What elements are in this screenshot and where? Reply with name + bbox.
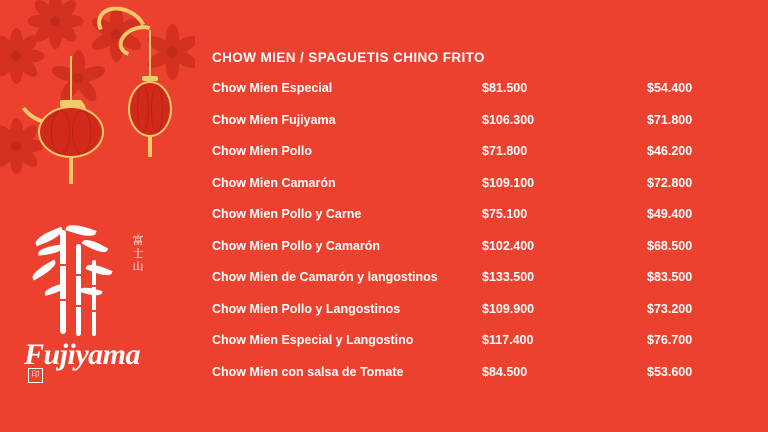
bamboo-leaf-icon [65,222,96,240]
menu-item-price-small: $73.200 [647,301,693,316]
menu-item-name: Chow Mien Pollo y Langostinos [212,301,401,316]
menu-item-price-small: $68.500 [647,238,693,253]
lantern-body [38,106,104,158]
lantern-tassel [69,158,73,184]
menu-content [212,50,752,396]
flower-icon [60,60,96,96]
brand-stamp-icon: 印 [28,368,43,383]
menu-item-row [212,270,752,302]
menu-item-price-large: $109.100 [482,175,535,190]
flower-icon [92,10,140,58]
menu-item-price-large: $109.900 [482,301,535,316]
menu-item-price-large: $102.400 [482,238,535,253]
section-title: CHOW MIEN / SPAGUETIS CHINO FRITO [212,50,485,65]
menu-item-price-small: $46.200 [647,144,693,158]
menu-item-price-small: $53.600 [647,364,693,379]
menu-item-name: Chow Mien Pollo y Camarón [212,238,381,253]
lantern-icon [38,56,104,206]
flower-icon [150,30,194,74]
brand-kanji: 富士山 [132,234,144,273]
flower-icon [0,120,42,172]
menu-item-name: Chow Mien Especial [212,81,333,95]
menu-item-price-large: $75.100 [482,207,528,221]
bamboo-leaf-icon [85,261,112,278]
menu-item-row [212,176,752,208]
menu-item-name: Chow Mien Fujiyama [212,112,336,127]
menu-item-price-large: $84.500 [482,364,528,379]
menu-item-row [212,113,752,145]
menu-item-price-large: $133.500 [482,270,535,284]
menu-item-name: Chow Mien Pollo [212,144,312,158]
flower-icon [0,26,46,86]
lantern-cord [70,56,72,100]
menu-item-price-small: $49.400 [647,207,693,221]
bamboo-leaf-icon [79,285,102,298]
menu-item-price-small: $76.700 [647,333,693,347]
brand-name: Fujiyama [24,338,141,371]
menu-item-list [212,81,752,396]
menu-item-price-small: $72.800 [647,175,693,190]
menu-item-price-small: $54.400 [647,81,693,95]
menu-item-name: Chow Mien con salsa de Tomate [212,364,404,379]
bamboo-leaf-icon [38,244,65,256]
lantern-body [128,81,172,137]
menu-item-price-small: $83.500 [647,270,693,284]
menu-item-name: Chow Mien Especial y Langostino [212,333,414,347]
menu-item-name: Chow Mien Camarón [212,175,336,190]
lantern-icon [128,30,172,160]
bamboo-icon [92,260,96,336]
menu-item-price-large: $81.500 [482,81,528,95]
bamboo-leaf-icon [43,283,66,296]
lantern-cord [149,30,151,76]
menu-item-row [212,239,752,271]
menu-item-price-large: $71.800 [482,144,528,158]
brand-logo [24,226,164,386]
menu-item-price-large: $106.300 [482,112,535,127]
menu-item-name: Chow Mien de Camarón y langostinos [212,270,438,284]
menu-item-row [212,333,752,365]
decorative-artwork [0,0,195,432]
lantern-cap [60,100,82,107]
menu-item-row [212,81,752,113]
bamboo-leaf-icon [30,260,58,281]
cloud-swirl-icon [48,96,86,124]
menu-item-name: Chow Mien Pollo y Carne [212,207,362,221]
flower-icon [18,0,92,58]
bamboo-icon [60,230,66,334]
bamboo-icon [76,244,81,336]
menu-item-price-small: $71.800 [647,112,693,127]
menu-item-row [212,144,752,176]
menu-item-row [212,302,752,334]
bamboo-leaf-icon [33,227,64,247]
menu-item-row [212,207,752,239]
cloud-swirl-icon [114,20,164,63]
menu-item-row [212,365,752,397]
cloud-swirl-icon [13,77,80,133]
menu-item-price-large: $117.400 [482,333,534,347]
bamboo-leaf-icon [82,236,109,255]
cloud-swirl-icon [90,0,153,55]
lantern-cap [142,76,158,81]
lantern-tassel [148,137,152,157]
